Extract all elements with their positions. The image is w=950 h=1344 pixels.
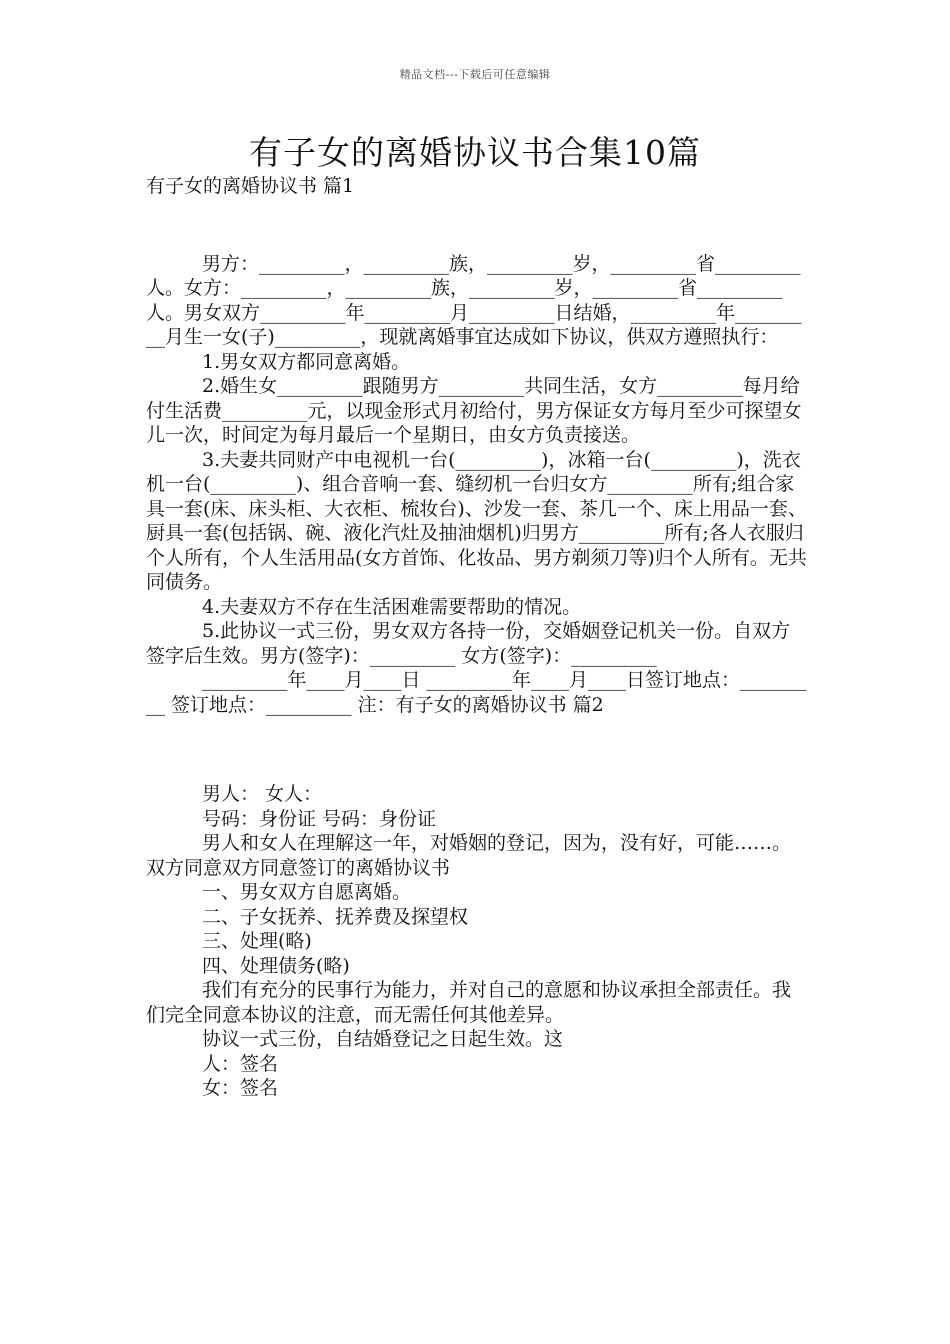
clause-1: 1.男女双方都同意离婚。 <box>202 350 411 373</box>
effect-paragraph: 协议一式三份，自结婚登记之日起生效。这 <box>202 1028 564 1050</box>
signature-woman: 女：签名 <box>202 1077 279 1099</box>
clause-4: 4.夫妻双方不存在生活困难需要帮助的情况。 <box>202 595 582 618</box>
preamble-paragraph: 男人和女人在理解这一年，对婚姻的登记，因为，没有好，可能……。双方同意双方同意签订的离婚协议书 <box>146 832 792 879</box>
clause-2: 2.婚生女_________跟随男方_________共同生活，女方_________每月给付生活费_________元，以现金形式月初给付，男方保证女方每月至少可探望女儿一次，时间定为每月最后一个星期日，由女方负责接送。 <box>146 375 802 446</box>
article-3: 三、处理(略) <box>202 930 312 952</box>
section-heading-1: 有子女的离婚协议书 篇1 <box>146 175 355 197</box>
document-body <box>146 174 808 1101</box>
clause-3: 3.夫妻共同财产中电视机一台(_________)，冰箱一台(_________)，洗衣机一台(_________)、组合音响一套、缝纫机一台归女方_________所有;组合家具一套(床、床头柜、大衣柜、梳妆台)、沙发一套、茶几一个、床上用品一套、厨具一套(包括锅、碗、液化汽灶及抽油烟机)归男方_________所有;各人衣服归个人所有，个人生活用品(女方首饰、化妆品、男方剃须刀等)归个人所有。无共同债务。 <box>146 448 807 593</box>
page-header: 精品文档---下载后可任意编辑 <box>399 68 551 81</box>
id-number-line: 号码：身份证 号码：身份证 <box>202 807 437 830</box>
signature-man: 人：签名 <box>202 1052 279 1075</box>
signature-date-line: _________年____月____日 _________年____月____日签订地点：_________ 签订地点：_________ 注：有子女的离婚协议书 篇2 <box>146 669 807 716</box>
article-2: 二、子女抚养、抚养费及探望权 <box>202 905 469 928</box>
article-1: 一、男女双方自愿离婚。 <box>202 881 412 903</box>
responsibility-paragraph: 我们有充分的民事行为能力，并对自己的意愿和协议承担全部责任。我们完全同意本协议的注意，而无需任何其他差异。 <box>146 979 792 1026</box>
article-4: 四、处理债务(略) <box>202 954 350 977</box>
party-names-line: 男人： 女人： <box>202 783 323 805</box>
clause-5: 5.此协议一式三份，男女双方各持一份，交婚姻登记机关一份。自双方签字后生效。男方(签字)：_________ 女方(签字)：_________ <box>146 620 791 667</box>
document-title: 有子女的离婚协议书合集10篇 <box>249 133 701 172</box>
parties-paragraph: 男方：_________，_________族，_________岁，_________省_________人。女方：_________，_________族，_________岁，_________省_________人。男女双方_________年_________月_________日结婚，_________年_________月生一女(子)_________，现就离婚事宜达成如下协议，供双方遵照执行： <box>146 252 802 348</box>
